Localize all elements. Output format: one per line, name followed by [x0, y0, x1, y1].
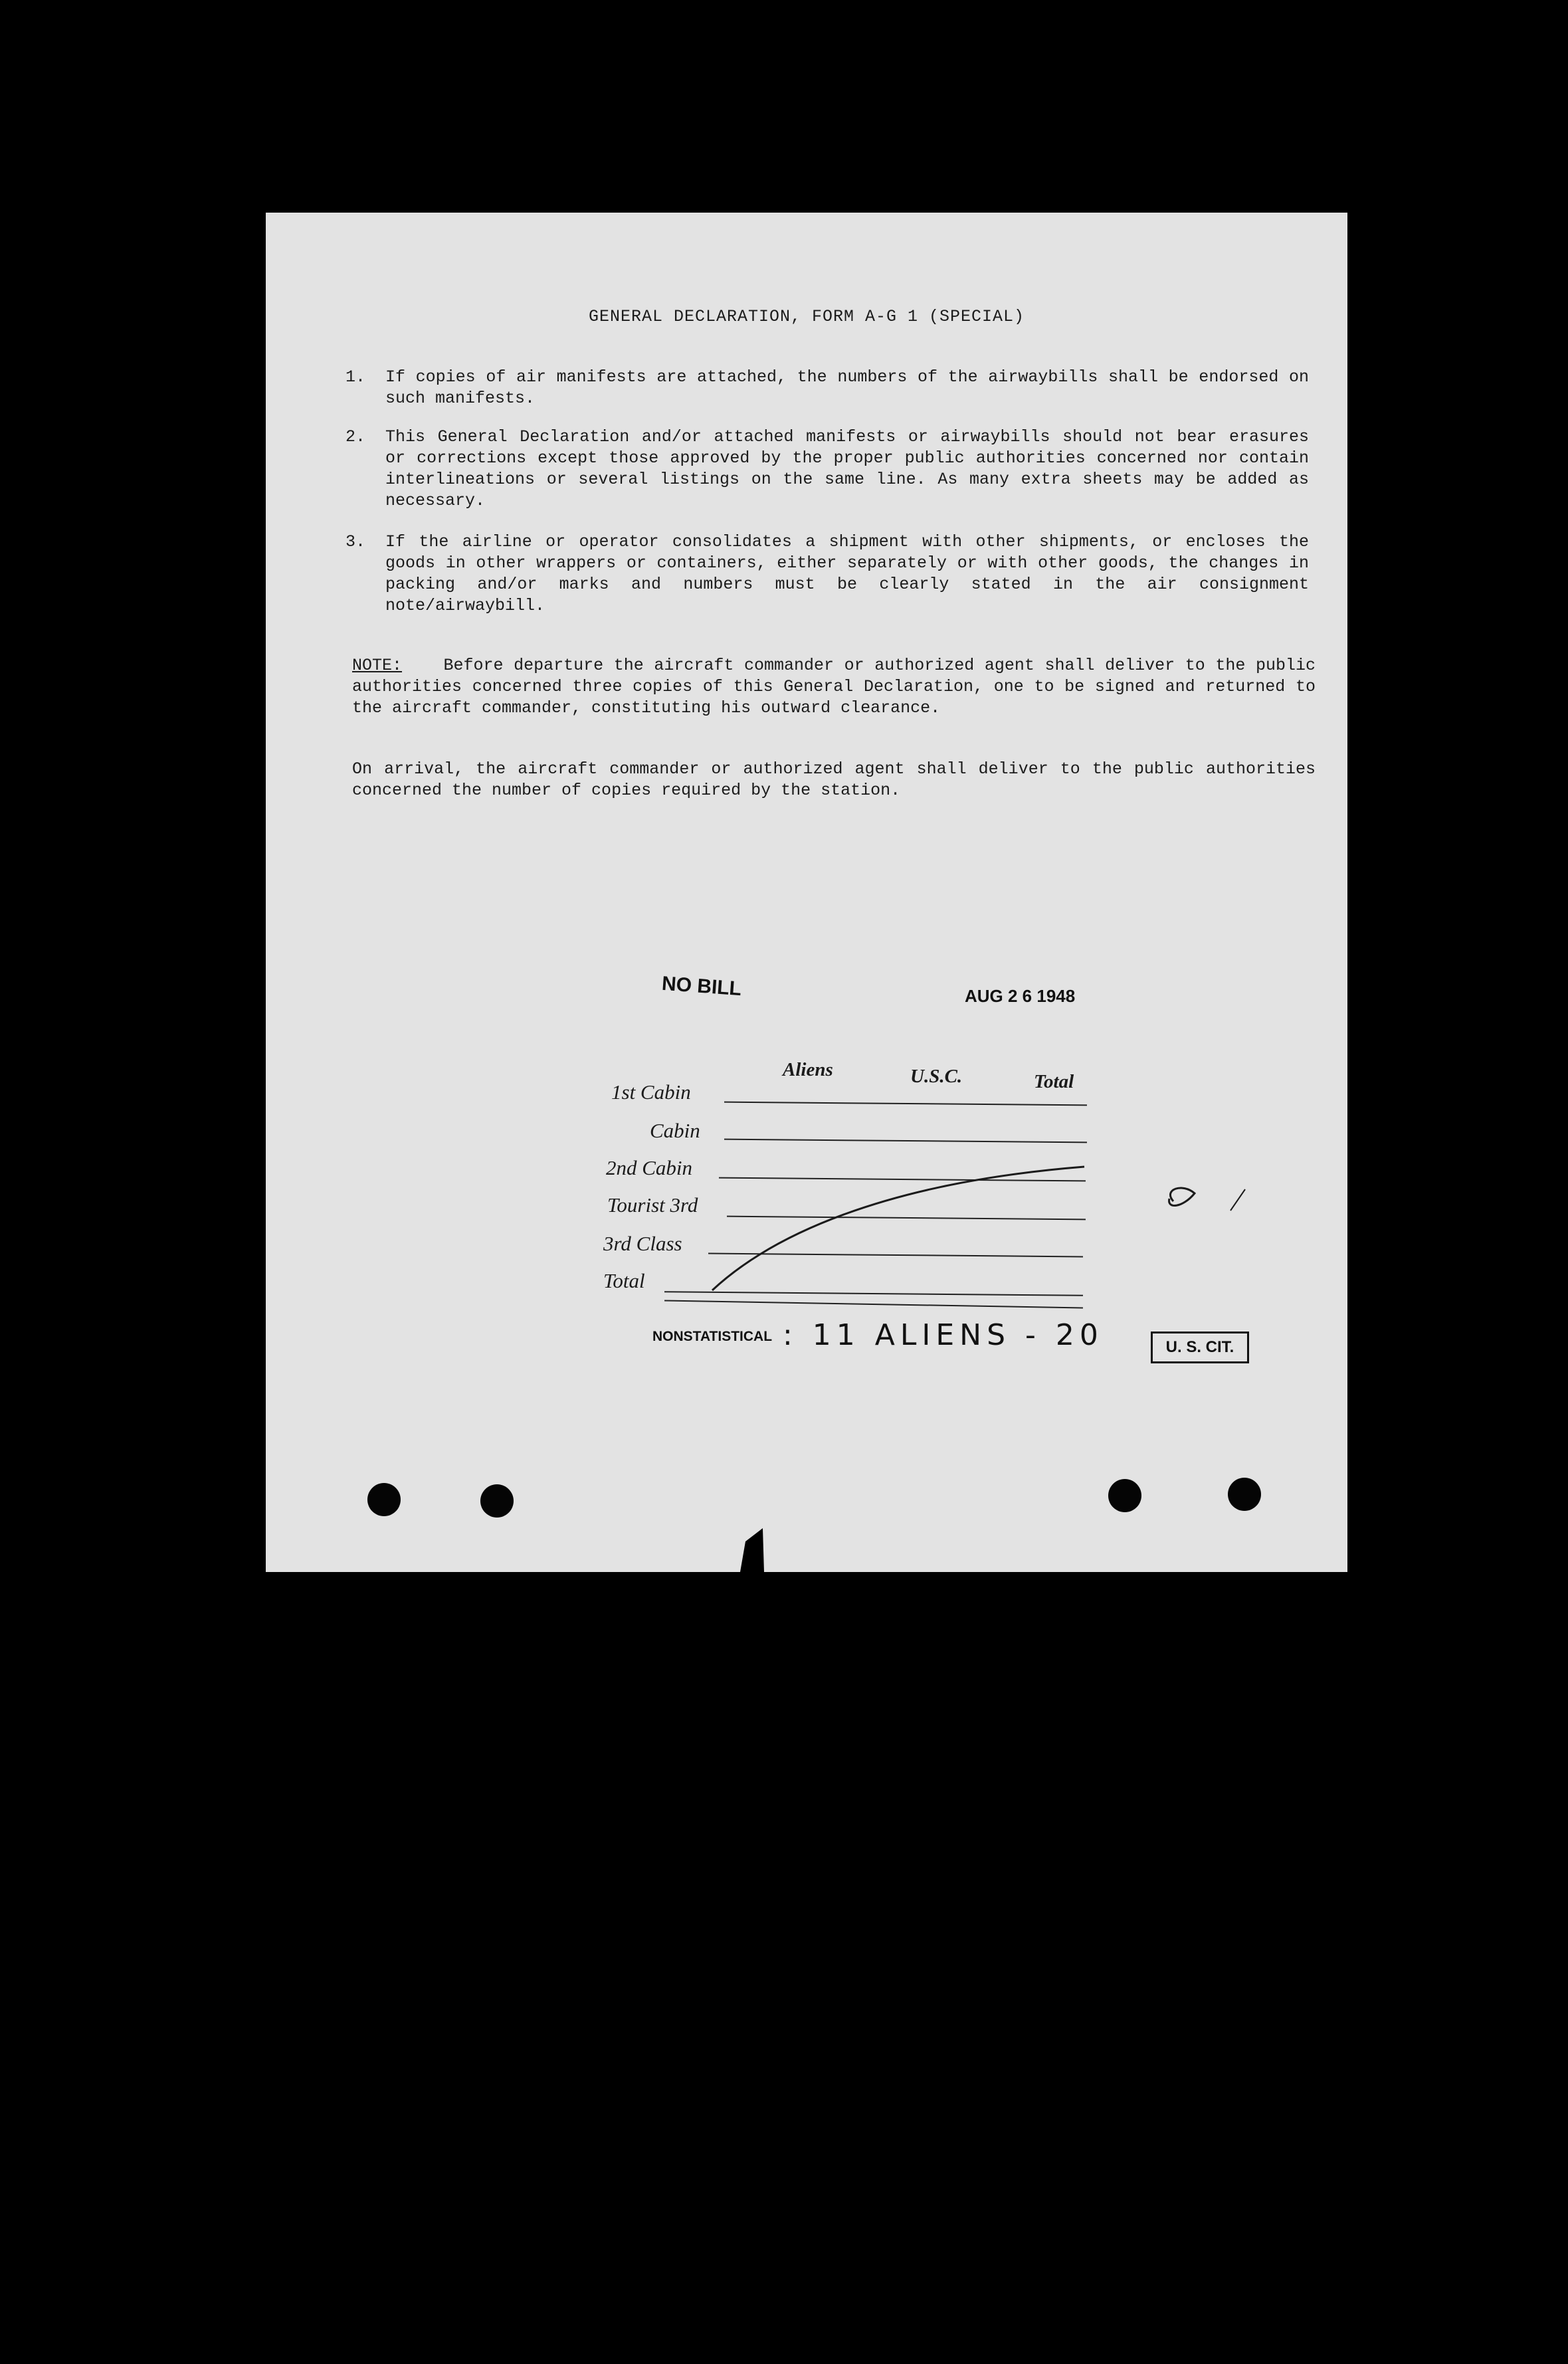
row-label-tourist-3rd: Tourist 3rd — [607, 1193, 698, 1217]
no-bill-stamp: NO BILL — [661, 972, 743, 1001]
row-label-2nd-cabin: 2nd Cabin — [606, 1156, 693, 1179]
punch-hole-icon — [480, 1484, 514, 1518]
row-label-total: Total — [603, 1269, 645, 1292]
punch-hole-icon — [367, 1483, 401, 1516]
item-text: This General Declaration and/or attached manifests or airwaybills should not bear erasures or corrections except those approved by the proper public authorities concerned nor contain interlineations or several listings on the same line. As many extra sheets may be added as necessary. — [385, 427, 1309, 510]
torn-edge-mark — [739, 1528, 765, 1572]
date-stamp: AUG 2 6 1948 — [965, 986, 1076, 1006]
column-header-total: Total — [1034, 1071, 1074, 1092]
arrival-paragraph: On arrival, the aircraft commander or authorized agent shall deliver to the public authorities concerned the number of copies required by the station. — [352, 759, 1316, 800]
item-number: 1. — [345, 367, 366, 387]
document-title: GENERAL DECLARATION, FORM A-G 1 (SPECIAL) — [588, 307, 1025, 326]
item-text: If copies of air manifests are attached, the numbers of the airwaybills shall be endorsed on such manifests. — [385, 367, 1309, 408]
item-text: If the airline or operator consolidates a shipment with other shipments, or encloses the goods in other wrappers or containers, either separately or with other goods, the changes in packing and/or marks and numbers must be clearly stated in the air consignment note/airwaybill. — [385, 532, 1309, 615]
note-label: NOTE: — [352, 656, 403, 675]
item-number: 3. — [345, 532, 366, 551]
handwritten-count: : 11 ALIENS - 20 — [783, 1318, 1104, 1352]
row-label-3rd-class: 3rd Class — [603, 1232, 682, 1255]
column-header-aliens: Aliens — [783, 1059, 833, 1080]
strike-through-line — [266, 213, 1347, 1572]
punch-hole-icon — [1228, 1478, 1261, 1511]
punch-hole-icon — [1108, 1479, 1141, 1512]
row-label-1st-cabin: 1st Cabin — [611, 1080, 691, 1104]
note-text: Before departure the aircraft commander or authorized agent shall deliver to the public authorities concerned three copies of this General Declaration, one to be signed and returned to the aircraft commander, constituting his outward clearance. — [352, 656, 1316, 718]
document-page — [266, 213, 1347, 1572]
row-label-cabin: Cabin — [650, 1119, 700, 1142]
us-cit-stamp: U. S. CIT. — [1151, 1331, 1249, 1363]
item-number: 2. — [345, 427, 366, 446]
nonstatistical-stamp: NONSTATISTICAL — [652, 1329, 773, 1344]
column-header-usc: U.S.C. — [910, 1066, 963, 1087]
